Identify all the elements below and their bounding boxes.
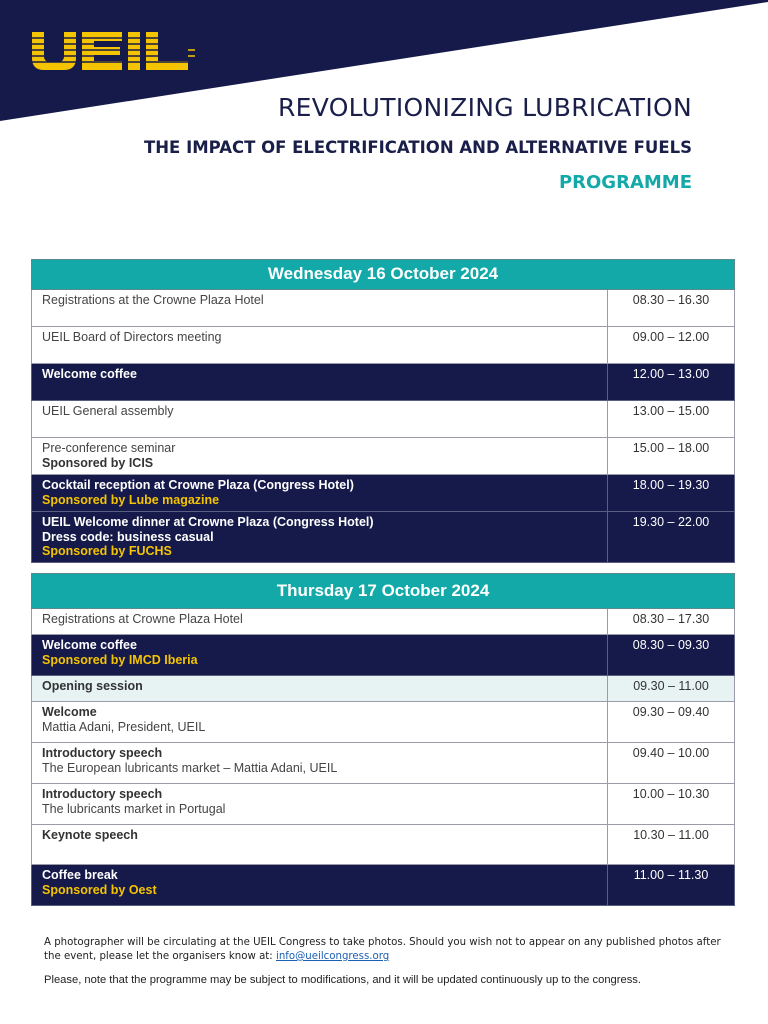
time-cell: 10.30 – 11.00 [608, 825, 735, 865]
schedule-row [32, 702, 735, 743]
event-text: Dress code: business casual [42, 529, 214, 544]
time-cell: 09.00 – 12.00 [608, 327, 735, 364]
time-cell: 18.00 – 19.30 [608, 475, 735, 512]
schedule-row [32, 635, 735, 676]
event-text: Opening session [42, 679, 143, 693]
time-cell: 08.30 – 16.30 [608, 290, 735, 327]
event-text: UEIL Welcome dinner at Crowne Plaza (Congress Hotel) [42, 515, 374, 529]
schedule-row [32, 825, 735, 865]
event-title: Keynote speech [42, 828, 138, 842]
sponsor-text: Sponsored by Lube magazine [42, 492, 220, 507]
schedule-row [32, 438, 735, 475]
event-cell [32, 635, 608, 676]
event-text: The European lubricants market – Mattia Adani, UEIL [42, 760, 338, 775]
event-text: Cocktail reception at Crowne Plaza (Congress Hotel) [42, 478, 354, 492]
event-cell [32, 609, 608, 635]
day2-schedule-table [31, 573, 735, 906]
event-text: Registrations at Crowne Plaza Hotel [42, 612, 243, 626]
ueil-logo [30, 30, 195, 72]
event-text: UEIL Board of Directors meeting [42, 330, 222, 344]
day2-heading: Thursday 17 October 2024 [32, 574, 735, 609]
day1-heading: Wednesday 16 October 2024 [32, 260, 735, 290]
event-cell [32, 401, 608, 438]
time-cell: 08.30 – 09.30 [608, 635, 735, 676]
event-text: Mattia Adani, President, UEIL [42, 719, 206, 734]
sponsor-text: Sponsored by Oest [42, 882, 157, 897]
time-cell: 11.00 – 11.30 [608, 865, 735, 906]
time-cell: 12.00 – 13.00 [608, 364, 735, 401]
photo-notice [44, 936, 724, 964]
event-cell [32, 438, 608, 475]
event-text: Welcome coffee [42, 367, 137, 381]
modification-notice: Please, note that the programme may be subject to modifications, and it will be updated continuously up to the congress. [44, 974, 642, 986]
schedule-row [32, 364, 735, 401]
event-cell [32, 327, 608, 364]
event-text: Welcome coffee [42, 638, 137, 652]
event-cell [32, 512, 608, 563]
event-title: Introductory speech [42, 787, 163, 801]
event-text: UEIL General assembly [42, 404, 174, 418]
event-cell [32, 475, 608, 512]
time-cell: 13.00 – 15.00 [608, 401, 735, 438]
day1-schedule-table [31, 259, 735, 563]
sponsor-text: Sponsored by FUCHS [42, 544, 172, 558]
schedule-row [32, 401, 735, 438]
schedule-row [32, 676, 735, 702]
schedule-row [32, 609, 735, 635]
time-cell: 10.00 – 10.30 [608, 784, 735, 825]
event-text: Pre-conference seminar [42, 441, 176, 455]
event-cell [32, 784, 608, 825]
event-cell [32, 676, 608, 702]
schedule-row [32, 784, 735, 825]
event-title: Welcome [42, 705, 97, 719]
page-title: REVOLUTIONIZING LUBRICATION [277, 93, 692, 122]
time-cell: 09.40 – 10.00 [608, 743, 735, 784]
event-text: Coffee break [42, 868, 118, 882]
event-cell [32, 702, 608, 743]
event-cell [32, 290, 608, 327]
event-cell [32, 825, 608, 865]
photo-notice-text: A photographer will be circulating at the UEIL Congress to take photos. Should you wish not to appear on any published photos after the event, please let the organisers know at: [44, 937, 721, 962]
event-cell [32, 364, 608, 401]
schedule-row [32, 865, 735, 906]
sponsor-text: Sponsored by IMCD Iberia [42, 652, 198, 667]
contact-email-link[interactable]: info@ueilcongress.org [275, 951, 390, 962]
event-cell [32, 865, 608, 906]
time-cell: 08.30 – 17.30 [608, 609, 735, 635]
page-subtitle: THE IMPACT OF ELECTRIFICATION AND ALTERNATIVE FUELS [143, 138, 692, 157]
sponsor-text: Sponsored by ICIS [42, 455, 154, 470]
event-text: The lubricants market in Portugal [42, 801, 226, 816]
time-cell: 15.00 – 18.00 [608, 438, 735, 475]
schedule-row [32, 512, 735, 563]
event-text: Registrations at the Crowne Plaza Hotel [42, 293, 264, 307]
programme-label: PROGRAMME [558, 172, 692, 193]
event-title: Introductory speech [42, 746, 163, 760]
time-cell: 09.30 – 11.00 [608, 676, 735, 702]
schedule-row [32, 475, 735, 512]
schedule-row [32, 743, 735, 784]
event-cell [32, 743, 608, 784]
schedule-row [32, 327, 735, 364]
time-cell: 09.30 – 09.40 [608, 702, 735, 743]
time-cell: 19.30 – 22.00 [608, 512, 735, 563]
schedule-row [32, 290, 735, 327]
